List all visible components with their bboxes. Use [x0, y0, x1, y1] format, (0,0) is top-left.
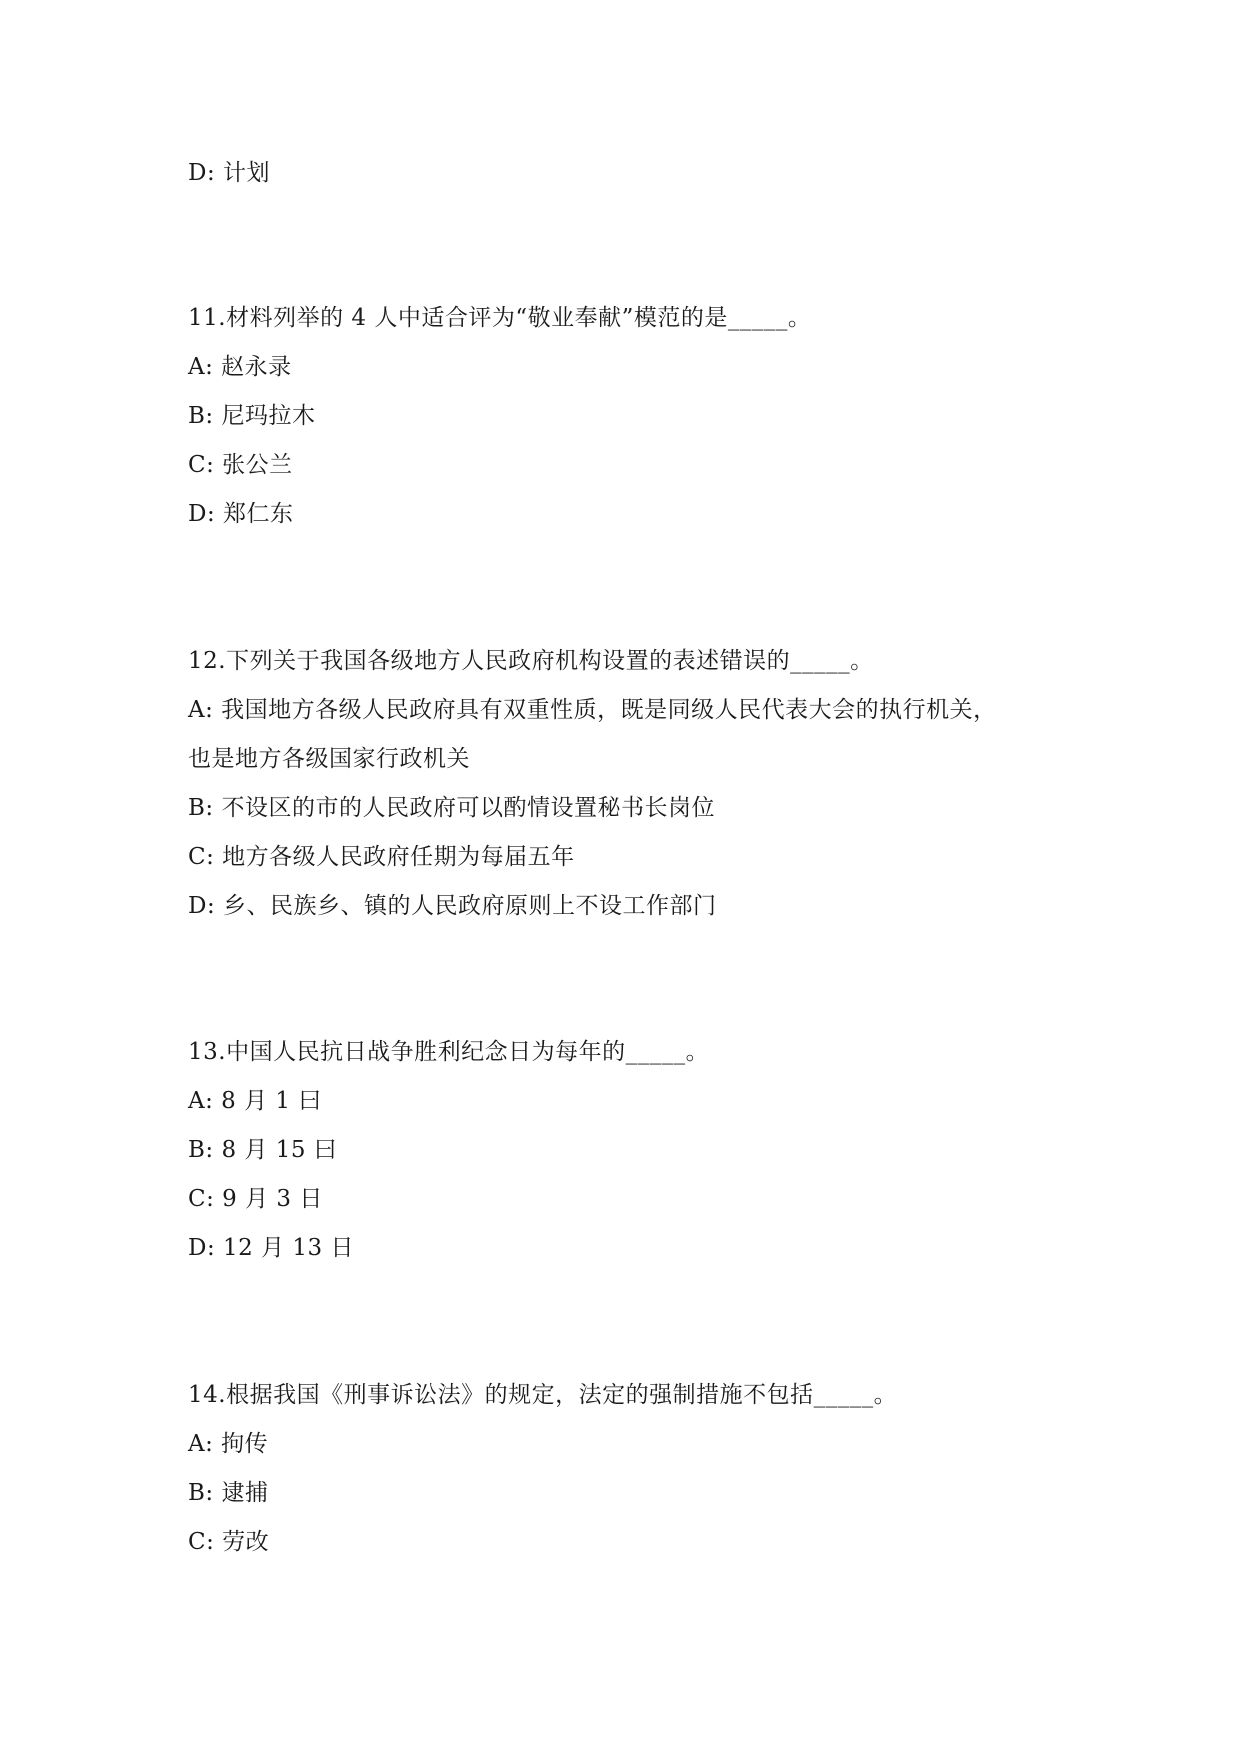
question-11-option-b: B: 尼玛拉木: [188, 403, 316, 429]
question-13-option-a: A: 8 月 1 曰: [188, 1088, 322, 1114]
question-12-option-d: D: 乡、民族乡、镇的人民政府原则上不设工作部门: [188, 893, 717, 919]
question-11-stem: 11.材料列举的 4 人中适合评为“敬业奉献”模范的是_____。: [188, 305, 812, 331]
question-12-option-a-cont: 也是地方各级国家行政机关: [188, 746, 470, 772]
question-11-option-d: D: 郑仁东: [188, 501, 294, 527]
prev-option-d: D: 计划: [188, 160, 271, 186]
question-12-option-a: A: 我国地方各级人民政府具有双重性质，既是同级人民代表大会的执行机关，: [188, 697, 997, 723]
question-11-option-a: A: 赵永录: [188, 354, 292, 380]
question-12-option-c: C: 地方各级人民政府任期为每届五年: [188, 844, 575, 870]
question-13-option-c: C: 9 月 3 日: [188, 1186, 323, 1212]
question-14-stem: 14.根据我国《刑事诉讼法》的规定，法定的强制措施不包括_____。: [188, 1382, 898, 1408]
question-13-option-b: B: 8 月 15 曰: [188, 1137, 338, 1163]
question-14-option-c: C: 劳改: [188, 1529, 270, 1555]
question-12-option-b: B: 不设区的市的人民政府可以酌情设置秘书长岗位: [188, 795, 715, 821]
question-11-option-c: C: 张公兰: [188, 452, 293, 478]
question-14-option-b: B: 逮捕: [188, 1480, 269, 1506]
question-13-option-d: D: 12 月 13 日: [188, 1235, 354, 1261]
question-14-option-a: A: 拘传: [188, 1431, 269, 1457]
question-13-stem: 13.中国人民抗日战争胜利纪念日为每年的_____。: [188, 1039, 710, 1065]
question-12-stem: 12.下列关于我国各级地方人民政府机构设置的表述错误的_____。: [188, 648, 874, 674]
